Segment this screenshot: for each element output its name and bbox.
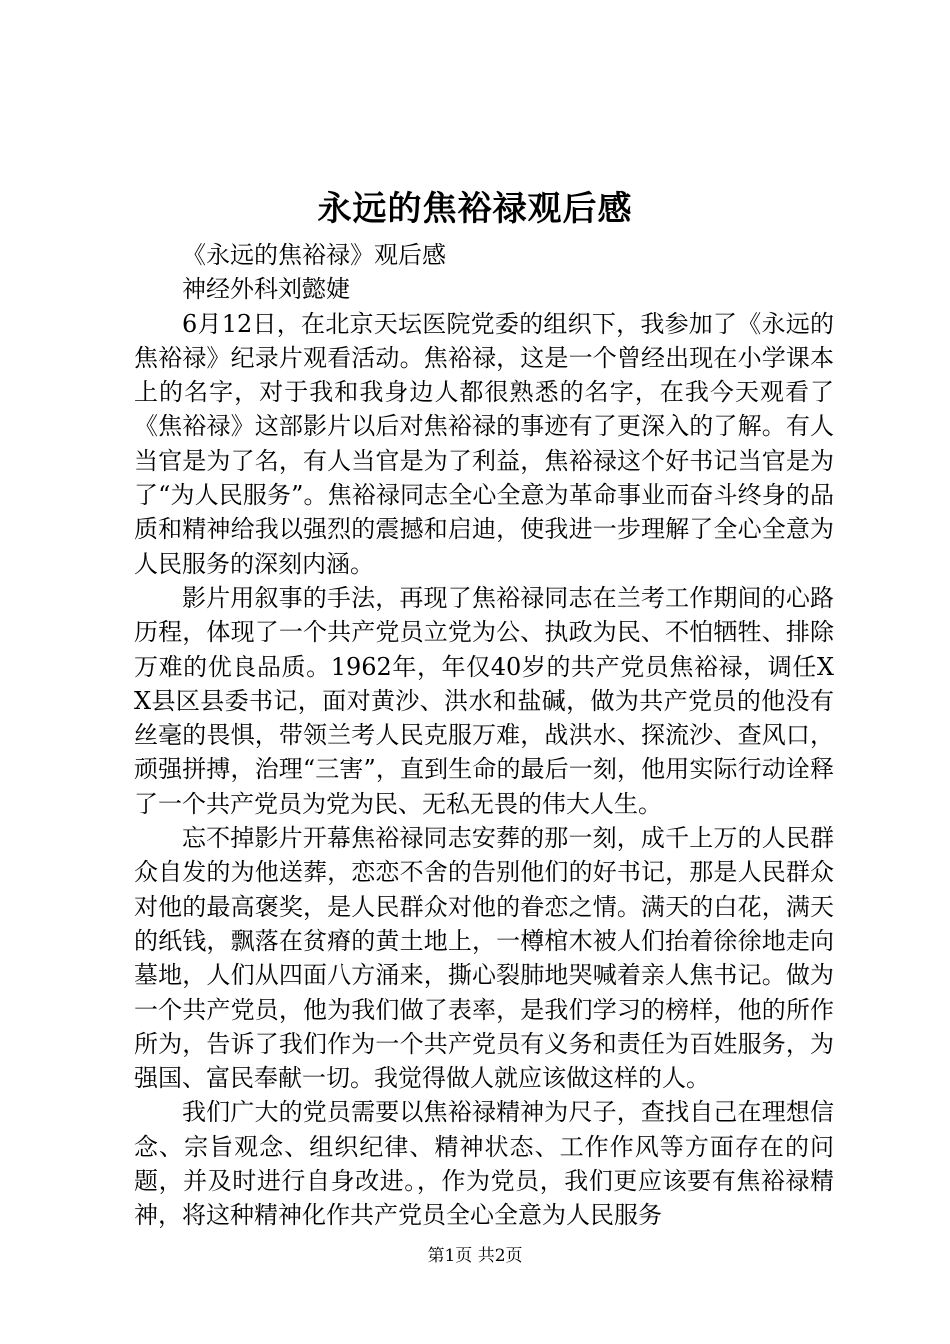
- paragraph-subtitle: 《永远的焦裕禄》观后感: [182, 241, 446, 269]
- paragraph: 6月12日，在北京天坛医院党委的组织下，我参加了《永远的焦裕禄》纪录片观看活动。焦裕禄，这是一个曾经出现在小学课本上的名字，对于我和我身边人都很熟悉的名字，在我今天观看了《焦裕禄》这部影片以后对焦裕禄的事迹有了更深入的了解。有人当官是为了名，有人当官是为了利益，焦裕禄这个好书记当官是为了“为人民服务”。焦裕禄同志全心全意为革命事业而奋斗终身的品质和精神给我以强烈的震撼和启迪，使我进一步理解了全心全意为人民服务的深刻内涵。: [134, 309, 834, 578]
- paragraph: 我们广大的党员需要以焦裕禄精神为尺子，查找自己在理想信念、宗旨观念、组织纪律、精神状态、工作作风等方面存在的问题，并及时进行自身改进。，作为党员，我们更应该要有焦裕禄精神，将这种精神化作共产党员全心全意为人民服务: [134, 1098, 834, 1230]
- document-title: 永远的焦裕禄观后感: [317, 189, 633, 229]
- paragraph: 忘不掉影片开幕焦裕禄同志安葬的那一刻，成千上万的人民群众自发的为他送葬，恋恋不舍的告别他们的好书记，那是人民群众对他的最高褒奖，是人民群众对他的眷恋之情。满天的白花，满天的纸钱，飘落在贫瘠的黄土地上，一樽棺木被人们抬着徐徐地走向墓地，人们从四面八方涌来，撕心裂肺地哭喊着亲人焦书记。做为一个共产党员，他为我们做了表率，是我们学习的榜样，他的所作所为，告诉了我们作为一个共产党员有义务和责任为百姓服务，为强国、富民奉献一切。我觉得做人就应该做这样的人。: [134, 824, 834, 1093]
- page-footer: 第1页 共2页: [427, 1246, 523, 1266]
- document-body: [134, 238, 834, 1233]
- paragraph: 影片用叙事的手法，再现了焦裕禄同志在兰考工作期间的心路历程，体现了一个共产党员立党为公、执政为民、不怕牺牲、排除万难的优良品质。1962年，年仅40岁的共产党员焦裕禄，调任XX县区县委书记，面对黄沙、洪水和盐碱，做为共产党员的他没有丝毫的畏惧，带领兰考人民克服万难，战洪水、探流沙、查风口，顽强拼搏，治理“三害”，直到生命的最后一刻，他用实际行动诠释了一个共产党员为党为民、无私无畏的伟大人生。: [134, 583, 834, 818]
- paragraph-author: 神经外科刘懿婕: [182, 275, 350, 304]
